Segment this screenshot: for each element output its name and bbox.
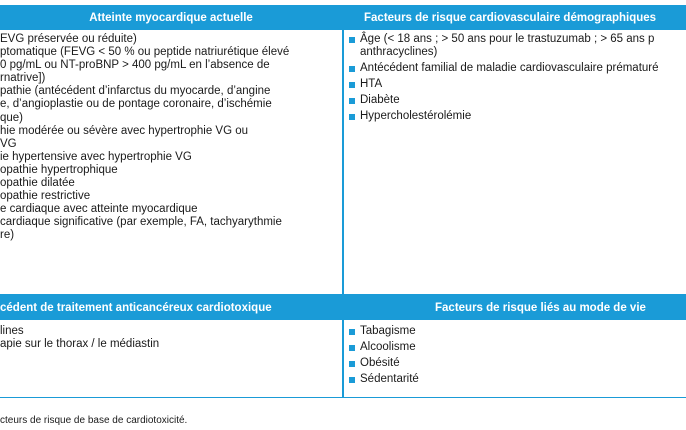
header-bottom-left-label: cédent de traitement anticancéreux cardiotoxique — [0, 302, 272, 314]
list-item: pathie (antécédent d’infarctus du myocarde, d’angine — [0, 85, 271, 98]
bullet-icon — [349, 329, 355, 335]
list-item: EVG préservée ou réduite) — [0, 33, 137, 45]
list-item-line: Diabète — [360, 94, 400, 107]
list-item-line: Âge (< 18 ans ; > 50 ans pour le trastuzumab ; > 65 ans p — [360, 33, 655, 45]
list-item: que) — [0, 111, 24, 124]
list-item-line: Antécédent familial de maladie cardiovasculaire prématuré — [360, 62, 659, 75]
cell-top-right — [344, 31, 686, 294]
list-item-line: Obésité — [360, 357, 400, 370]
list-item — [344, 341, 686, 354]
list-item — [344, 78, 686, 91]
list-item: apie sur le thorax / le médiastin — [0, 338, 160, 351]
list-item-line: Tabagisme — [360, 325, 416, 337]
bullet-icon — [349, 361, 355, 367]
bullet-icon — [349, 82, 355, 88]
list-item: e cardiaque avec atteinte myocardique — [0, 203, 198, 216]
header-top-left — [0, 6, 342, 30]
list-item: ie hypertensive avec hypertrophie VG — [0, 150, 192, 163]
bottom-right-list — [344, 325, 686, 386]
header-bottom-right — [344, 296, 686, 320]
header-top-right-label: Facteurs de risque cardiovasculaire démographiques — [364, 12, 657, 24]
bullet-icon — [349, 98, 355, 104]
cell-bottom-right — [344, 321, 686, 397]
list-item: opathie restrictive — [0, 190, 91, 203]
header-bottom-right-label: Facteurs de risque liés au mode de vie — [435, 302, 646, 314]
list-item-line: HTA — [360, 78, 383, 91]
bullet-icon — [349, 345, 355, 351]
cell-top-left — [0, 31, 342, 294]
top-left-list — [0, 33, 342, 243]
list-item — [344, 325, 686, 338]
list-item-line: Alcoolisme — [360, 341, 416, 354]
bullet-icon — [349, 114, 355, 120]
list-item: hie modérée ou sévère avec hypertrophie VG ou — [0, 124, 249, 137]
list-item — [344, 94, 686, 107]
list-item — [344, 357, 686, 370]
list-item — [344, 62, 686, 75]
top-right-list — [344, 33, 686, 124]
list-item: 0 pg/mL ou NT-proBNP > 400 pg/mL en l’absence de — [0, 59, 270, 72]
bullet-icon — [349, 377, 355, 383]
bullet-icon — [349, 37, 355, 43]
bottom-border — [0, 397, 686, 398]
cell-bottom-left — [0, 321, 342, 397]
list-item: rnatrive]) — [0, 72, 46, 85]
list-item: ptomatique (FEVG < 50 % ou peptide natriurétique élevé — [0, 46, 290, 59]
center-divider — [342, 5, 344, 398]
list-item-line: Hypercholestérolémie — [360, 110, 472, 123]
list-item: opathie hypertrophique — [0, 163, 118, 176]
list-item: lines — [0, 325, 24, 337]
list-item-line: anthracyclines) — [360, 46, 438, 59]
bullet-icon — [349, 66, 355, 72]
list-item — [344, 33, 686, 59]
table-footnote: cteurs de risque de base de cardiotoxicité. — [0, 415, 188, 426]
header-top-left-label: Atteinte myocardique actuelle — [89, 12, 253, 24]
list-item: VG — [0, 137, 17, 150]
header-bottom-left — [0, 296, 342, 320]
list-item: opathie dilatée — [0, 177, 75, 190]
bottom-left-list — [0, 325, 342, 351]
list-item: e, d’angioplastie ou de pontage coronaire, d’ischémie — [0, 98, 272, 111]
list-item: cardiaque significative (par exemple, FA, tachyarythmie — [0, 216, 282, 229]
list-item — [344, 373, 686, 386]
list-item — [344, 110, 686, 123]
row-divider — [0, 294, 686, 296]
header-top-right — [344, 6, 686, 30]
list-item-line: Sédentarité — [360, 373, 419, 386]
list-item: re) — [0, 229, 15, 242]
